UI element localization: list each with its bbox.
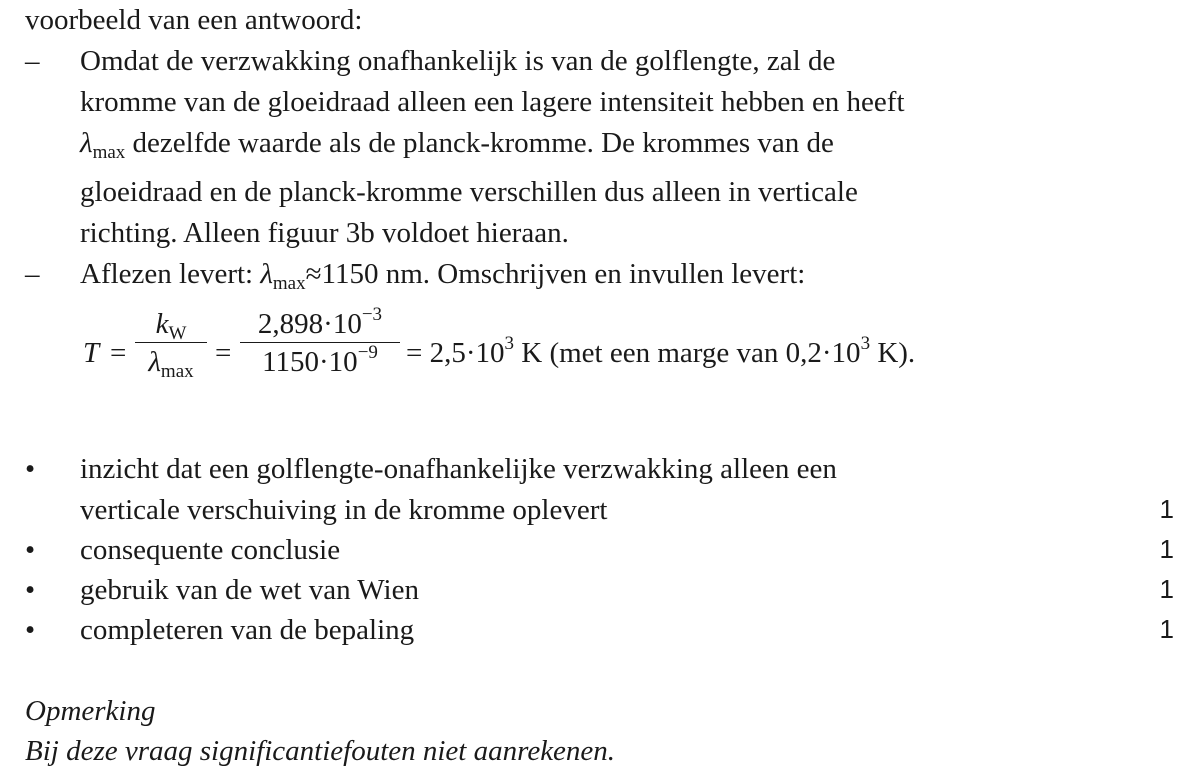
lambda-value: ≈1150 nm. [305,258,431,290]
scoring-text: completeren van de bepaling [80,614,415,646]
fraction-kw-lambda [135,308,207,382]
remark-title: Opmerking [25,695,156,727]
answer-text: Omschrijven en invullen levert: [437,258,806,290]
formula-margin: K (met een marge van 0,2·10 [521,337,861,369]
max-subscript: max [272,273,306,294]
formula-T: T [83,337,100,369]
max-subscript: max [160,361,194,382]
formula-k: k [155,308,169,340]
scoring-text: consequente conclusie [80,534,341,566]
scoring-points: 1 [1159,614,1174,644]
margin-exponent: 3 [860,333,871,354]
scoring-text: gebruik van de wet van Wien [80,574,419,606]
answer-text-line: gloeidraad en de planck-kromme verschillen dus alleen in verticale [80,176,858,208]
formula-equals: = [215,337,232,369]
scoring-points: 1 [1159,534,1174,564]
scoring-text: verticale verschuiving in de kromme oplevert [80,494,608,526]
remark-text: Bij deze vraag significantiefouten niet aanrekenen. [25,735,616,767]
numerator-exponent: −3 [361,304,383,325]
answer-heading: voorbeeld van een antwoord: [25,4,363,36]
formula-W: W [168,323,187,344]
lambda-symbol: λ [148,346,161,378]
formula-result: = 2,5·10 [406,337,505,369]
answer-text-line: richting. Alleen figuur 3b voldoet hieraan. [80,217,569,249]
scoring-points: 1 [1159,574,1174,604]
formula-denominator: 1150·10 [262,346,358,378]
scoring-bullet: • [25,614,36,646]
scoring-text: inzicht dat een golflengte-onafhankelijke verzwakking alleen een [80,453,837,485]
scoring-points: 1 [1159,494,1174,524]
denominator-exponent: −9 [357,342,378,363]
answer-text-line [80,127,834,163]
formula-equals: = [110,337,127,369]
answer-text-line [80,258,806,294]
answer-text-line: Omdat de verzwakking onafhankelijk is van de golflengte, zal de [80,45,836,77]
answer-text: dezelfde waarde als de planck-kromme. De krommes van de [132,127,834,159]
result-exponent: 3 [504,333,515,354]
answer-dash-1: – [25,45,40,77]
scoring-bullet: • [25,534,36,566]
fraction-values [240,304,400,378]
lambda-symbol: λ [260,258,273,290]
formula-unit: K). [877,337,916,369]
max-subscript: max [92,142,126,163]
answer-dash-2: – [25,258,40,290]
scoring-bullet: • [25,574,36,606]
formula-numerator: 2,898·10 [257,308,362,340]
answer-text: Aflezen levert: [80,258,254,290]
scoring-bullet: • [25,453,36,485]
answer-text-line: kromme van de gloeidraad alleen een lagere intensiteit hebben en heeft [80,86,905,118]
lambda-symbol: λ [80,127,93,159]
